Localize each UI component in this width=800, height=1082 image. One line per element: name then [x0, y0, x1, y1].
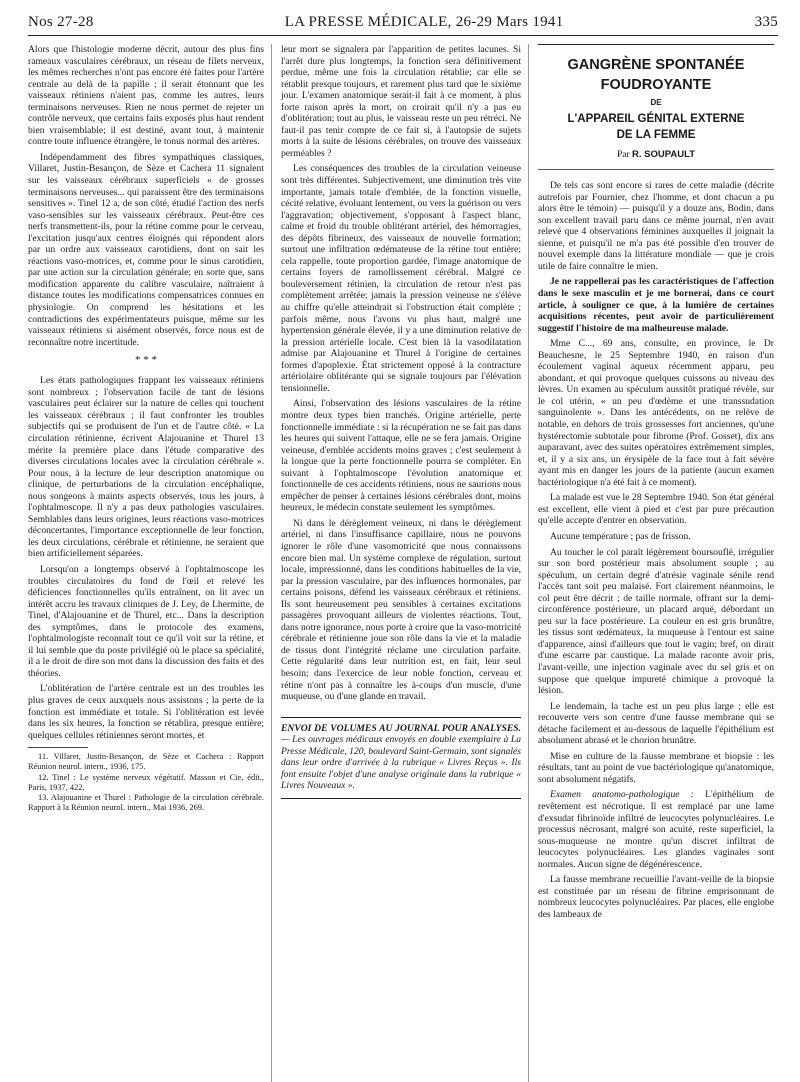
- header-rule: [28, 35, 778, 36]
- column-1: [28, 44, 271, 1082]
- article-title-line-1: GANGRÈNE SPONTANÉE: [567, 57, 745, 73]
- article-subtitle-line-2: DE LA FEMME: [616, 128, 696, 141]
- author-name: R. SOUPAULT: [632, 148, 696, 160]
- issue-number: Nos 27-28: [28, 14, 94, 30]
- paragraph: Mise en culture de la fausse membrane et biopsie : les résultats, tant au point de vue bactériologique qu'anatomique, sont absolument négatifs.: [538, 750, 774, 785]
- article-author: [538, 149, 774, 162]
- paragraph: Les états pathologiques frappant les vaisseaux rétiniens sont nombreux ; l'observation facile de tant de lésions vasculaires peut éclairer sur la nature de celles qui touchent les vaisseaux cérébraux ; il faut confronter les troubles subjectifs qui se produisent de l'un et de l'autre côté. « La circulation rétinienne, écrivent Alajouanine et Thurel 13 mérite la première place dans l'étude comparative des diverses circulations locales avec la circulation cérébrale ». Pour nous, à la lecture de leur description anatomique ou clinique, de perturbations de la circulation encéphalique, nous songeons à maints aspects observés, tous les jours, à l'ophtalmoscope. Il n'y a pas deux pathologies vasculaires. Semblables dans leurs origines, leurs réactions vaso-motrices déconcertantes, l'importance exceptionnelle de leur fonction, les deux circulations, cérébrale et rétinienne, ne seraient que bien artificiellement séparées.: [28, 375, 264, 560]
- paragraph: La malade est vue le 28 Septembre 1940. Son état général est excellent, elle vient à pied et c'est par pure précaution qu'elle accepte d'entrer en observation.: [538, 492, 774, 527]
- paragraph: Au toucher le col paraît légèrement boursouflé, irrégulier sur son bord postérieur mais absolument souple ; au spéculum, un certain degré d'atrésie vaginale sénile rend l'accès tant soit peu malaisé. Fort clairement néanmoins, le col peut être décrit ; de taille normale, offrant sur la demi-circonférence postérieure, un placard arqué, débordant un peu sur la face postérieure. La couleur en est gris brunâtre, les tissus sont œdémateux, la muqueuse à l'entour est saine d'apparence, ainsi d'ailleurs que tout le vagin; bref, on dirait d'une escarre par caustique. La malade raconte avoir pris, l'avant-veille, une injection vaginale avec du sel gris et on suppose que quelque impureté chimique a provoqué la lésion.: [538, 546, 774, 697]
- article-subtitle-line-1: L'APPAREIL GÉNITAL EXTERNE: [567, 112, 745, 125]
- paragraph: Les conséquences des troubles de la circulation veineuse sont très différentes. Subjectivement, une diminution très vite importante, jamais totale d'emblée, de la fonction visuelle, cécité relative, évoluant lentement, ou vers la guérison ou vers l'aggravation; objectivement, s'opposant à l'aspect blanc, calme et froid du trouble oblitérant artériel, des hémorragies, des dépôts fibrineux, des vaisseaux de nouvelle formation; surtout une infiltration œdémateuse de la rétine tout entière; cela rappelle, toute proportion gardée, l'image anatomique de certains foyers de ramollissement cérébral. Malgré ce bouleversement rétinien, la circulation de retour n'est pas complètement arrêtée; jamais la pression veineuse ne s'élève au chiffre qu'elle atteindrait si l'obstruction était complète ; parfois même, nous l'avons vu plus haut, malgré une hypertension générale élevée, il y a une diminution relative de la pression artérielle locale. C'est bien là la vasodilatation admise par Alajouanine et Thurel à l'origine de certaines formes d'apoplexie. État strictement opposé à la contracture artériolaire oblitérante qui se signale toujours par l'élévation tensionnelle.: [281, 163, 521, 394]
- article-heading: [538, 44, 774, 170]
- paragraph: De tels cas sont encore si rares de cette maladie (décrite autrefois par Fournier, chez l'homme, et dont chacun a pu alors être le témoin) — puisqu'il y a douze ans, Bodin, dans son excellent travail paru dans ce même journal, n'en avait relevé que 4 observations féminines auxquelles il joignait la sienne, et puisqu'il ne m'a pas été possible d'en trouver de nouvel exemple dans la littérature mondiale — que je crois utile de faire connaître le mien.: [538, 180, 774, 272]
- paragraph: Alors que l'histologie moderne décrit, autour des plus fins rameaux vasculaires cérébraux, un réseau de filets nerveux, les mêmes recherches n'ont pas encore été faites pour l'artère centrale au delà de la papille ; il serait étonnant que les vaisseaux rétiniens n'aient pas, comme les autres, leurs terminaisons nerveuses. Rien ne nous permet de rejeter un contrôle nerveux, que certains faits exposés plus haut rendent bien vraisemblable; il est destiné, avant tout, à maintenir contre toute influence étrangère, le tonus normal des artères.: [28, 44, 264, 148]
- article-title-de: DE: [650, 98, 662, 107]
- text-columns: [28, 44, 778, 1082]
- notice-envoi-volumes: [281, 717, 521, 799]
- paragraph: Je ne rappellerai pas les caractéristiques de l'affection dans le sexe masculin et je me bornerai, dans ce court article, à souligner ce que, à la lumière de certaines acquisitions récentes, peut avoir de particulièrement suggestif l'histoire de ma malheureuse malade.: [538, 276, 774, 334]
- column-3: [528, 44, 774, 1082]
- notice-body: — Les ouvrages médicaux envoyés en double exemplaire à La Presse Médicale, 120, boulevard Saint-Germain, sont signalés dans leur ordre d'arrivée à la rubrique « Livres Reçus ». Ils font ensuite l'objet d'une analyse originale dans la rubrique « Livres Nouveaux ».: [281, 734, 521, 792]
- running-header: [28, 14, 778, 31]
- column-2: [271, 44, 528, 1082]
- paragraph: La fausse membrane recueillie l'avant-veille de la biopsie est constituée par un réseau de fibrine emprisonnant de nombreux leucocytes polynucléaires. Par places, elle englobe des lambeaux de: [538, 874, 774, 920]
- footnote-12: 12. Tinel : Le système nerveux végétatif. Masson et Cie, édit., Paris, 1937, 422.: [28, 772, 264, 792]
- journal-title: LA PRESSE MÉDICALE, 26-29 Mars 1941: [284, 14, 564, 30]
- footnote-13: 13. Alajouanine et Thurel : Pathologie de la circulation cérébrale. Rapport à la Réunion neurol. intern., Mai 1936, 269.: [28, 793, 264, 813]
- paragraph: L'oblitération de l'artère centrale est un des troubles les plus graves de ceux auxquels nous assistons ; la perte de la fonction est immédiate et totale. Si l'oblitération est levée dans les six heures, la fonction se rétablira, presque entière; quelques cellules rétiniennes seront mortes, et: [28, 683, 264, 741]
- paragraph: Indépendamment des fibres sympathiques classiques, Villaret, Justin-Besançon, de Sèze et Cachera 11 signalent sur les vaisseaux cérébraux superficiels « de grosses terminaisons nerveuses... qui paraissent être des terminaisons sensitives ». Tinel 12 a, de son côté, étudié l'action des nerfs vaso-sensibles sur les vaisseaux cérébraux. Peut-être ces nerfs transmettent-ils, pour la rétine comme pour le cerveau, l'excitation jusqu'aux centres éloignés qui répondent alors par un ordre aux vaisseaux carotidiens, dont on sait les réactions vaso-motrices, et, comme pour le sinus carotidien, par une action sur la circulation générale; en sorte que, sans modification apparente du calibre vasculaire, naîtraient à distance toutes les modifications compensatrices connues en physiologie. On comprend les hésitations et les contradictions des expérimentateurs puisque, même sur les vaisseaux rétiniens si aisément observés, force nous est de reconnaître notre incertitude.: [28, 151, 264, 348]
- paragraph: [538, 789, 774, 870]
- paragraph: Le lendemain, la tache est un peu plus large ; elle est recouverte vers son centre d'une fausse membrane qui se détache facilement et au-dessous de laquelle l'épithélium est absolument abrasé et le chorion brunâtre.: [538, 700, 774, 747]
- paragraph: Ni dans le dérèglement veineux, ni dans le dérèglement artériel, ni dans l'insuffisance capillaire, nous ne pouvons ignorer le rôle d'une vasomotricité que nous connaissons encore bien mal. Un système complexe de régulation, surtout locale, impressionné, dans les conditions habituelles de la vie, par la pression vasculaire, par des influences hormonales, par certains poisons, défend les vaisseaux cérébraux et rétiniens. Ils sont heureusement peu sensibles à certaines excitations passagères provoquant ailleurs de violentes réactions. Tout, dans notre ignorance, nous porte à croire que la vaso-motricité cérébrale et rétinienne joue son rôle dans la vie et la maladie de tissus dont l'intégrité réclame une circulation parfaite. Cette régularité dans leur nutrition est, en fait, leur seul besoin; dans l'exercice de leur noble fonction, cerveau et rétine n'ont pas à connaître les à-coups d'un muscle, d'une muqueuse, ou d'une glande en travail.: [281, 517, 521, 703]
- notice-heading: ENVOI DE VOLUMES AU JOURNAL POUR ANALYSES.: [281, 722, 521, 734]
- author-prefix: Par: [616, 149, 630, 160]
- section-label: Examen anatomo-pathologique :: [550, 789, 694, 801]
- paragraph: leur mort se signalera par l'apparition de petites lacunes. Si l'arrêt dure plus longtemps, la fonction sera définitivement perdue, même une fois la circulation rétablie; car elle se rétablit presque toujours, et rarement plus tard que le sixième jour. L'examen anatomique serait-il fait à ce moment, à plus forte raison après la mort, on croirait qu'il n'y a pas eu d'oblitération; tout au plus, le vaisseau reste un peu rétréci. Ne faut-il pas tenir compte de ce fait si, à l'autopsie de sujets morts à la suite de lésions cérébrales, on trouve des vaisseaux perméables ?: [281, 44, 521, 159]
- paragraph: Mme C..., 69 ans, consulte, en province, le Dr Beauchesne, le 25 Septembre 1940, en raison d'un écoulement vaginal aqueux récemment apparu, peu abondant, et qui provoque quelques cuissons au niveau des lèvres. Un examen au spéculum aussitôt pratiqué révèle, sur le col utérin, « un peu d'œdème et une transsudation sanguinolente ». Dans les antécédents, on ne relève de notable, en dehors de trois grossesses fort anciennes, qu'une hystérectomie subtotale pour fibrome (Prof. Gosset), dix ans auparavant, avec des suites opératoires extrêmement simples, et, il y a six ans, un érysipèle de la face tout à fait sévère ayant mis en danger les jours de la patiente (aucun examen bactériologique n'a été fait à ce moment).: [538, 338, 774, 488]
- paragraph: Ainsi, l'observation des lésions vasculaires de la rétine montre deux types bien tranchés. Origine artérielle, perte fonctionnelle immédiate : si la récupération ne se fait pas dans les heures qui suivent l'attaque, elle ne se fera jamais. Origine veineuse, d'emblée accidents moins graves ; c'est seulement à la longue que la perte fonctionnelle pourra se compléter. En suivant à l'ophtalmoscope l'évolution anatomique et fonctionnelle de ces accidents rétiniens, nous ne saurions nous empêcher de penser à certaines lésions cérébrales dont, moins heureux, le médecin constate seulement les symptômes.: [281, 398, 521, 514]
- section-break-stars: * * *: [135, 354, 157, 367]
- paragraph: Lorsqu'on a longtemps observé à l'ophtalmoscope les troubles circulatoires du fond de l'œil et relevé les déficiences fonctionnelles qu'ils entraînent, on lit avec un intérêt accru les travaux cliniques de J. Ley, de Lhermitte, de Tinel, d'Alajouanine et de Thurel, etc... Dans la description des symptômes, dans le protocole des examens, l'ophtalmologiste reconnaît tout ce qu'il voit sur la rétine, et il lui semble que du poste privilégié où le place sa spécialité, il a le droit de dire son mot dans la discussion des faits et des théories.: [28, 563, 264, 679]
- footnote-rule: [28, 747, 88, 748]
- section-text: L'épithélium de revêtement est nécrotique. Il est remplacé par une lame d'exsudat fibrinoïde infiltré de leucocytes polynucléaires. Le processus nécrosant, malgré son acuité, reste superficiel, la sous-muqueuse ne montre qu'un discret infiltrat de leucocytes polynucléaires. Les glandes vaginales sont normales. Aucun signe de dégénérescence.: [538, 789, 774, 870]
- page-number: 335: [754, 14, 778, 30]
- article-title-line-2: FOUDROYANTE: [600, 77, 712, 93]
- paragraph: Aucune température ; pas de frisson.: [550, 530, 691, 542]
- footnote-11: 11. Villaret, Justin-Besançon, de Sèze et Cachera : Rapport Réunion neurol. intern., 1936, 175.: [28, 752, 264, 771]
- article-rule: [538, 169, 774, 170]
